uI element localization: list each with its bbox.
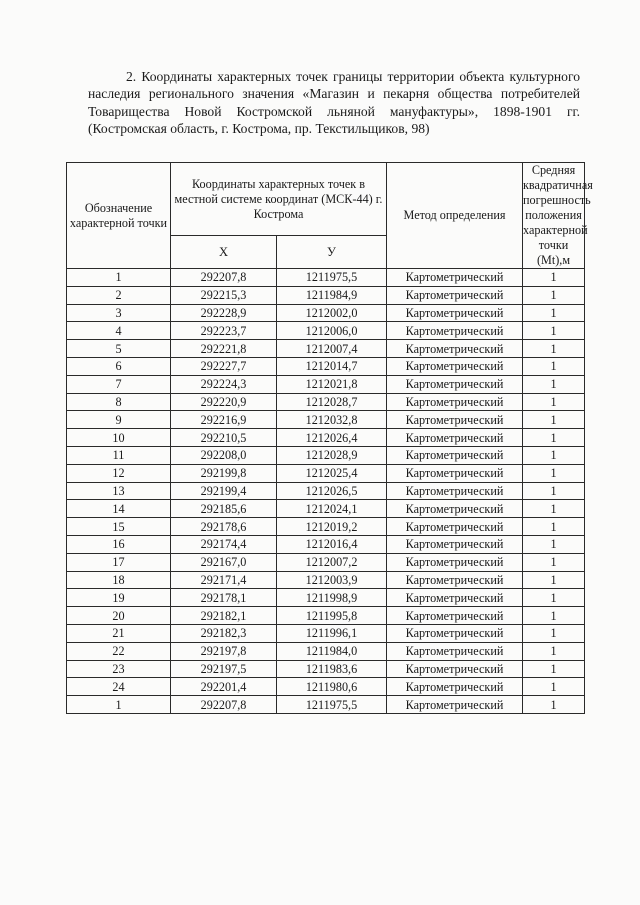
- cell-error: 1: [523, 269, 585, 287]
- cell-error: 1: [523, 589, 585, 607]
- cell-y: 1212014,7: [277, 357, 387, 375]
- cell-error: 1: [523, 571, 585, 589]
- cell-x: 292199,4: [171, 482, 277, 500]
- cell-y: 1212007,2: [277, 553, 387, 571]
- cell-error: 1: [523, 464, 585, 482]
- cell-method: Картометрический: [387, 535, 523, 553]
- table-row: [67, 518, 585, 536]
- cell-x: 292210,5: [171, 429, 277, 447]
- table-row: [67, 429, 585, 447]
- cell-error: 1: [523, 446, 585, 464]
- cell-error: 1: [523, 375, 585, 393]
- cell-point: 23: [67, 660, 171, 678]
- table-row: [67, 500, 585, 518]
- cell-y: 1212016,4: [277, 535, 387, 553]
- table-row: [67, 642, 585, 660]
- cell-point: 2: [67, 286, 171, 304]
- cell-error: 1: [523, 393, 585, 411]
- cell-y: 1212026,4: [277, 429, 387, 447]
- table-row: [67, 446, 585, 464]
- cell-y: 1212028,7: [277, 393, 387, 411]
- table-row: [67, 286, 585, 304]
- cell-x: 292197,5: [171, 660, 277, 678]
- table-row: [67, 464, 585, 482]
- cell-error: 1: [523, 535, 585, 553]
- table-row: [67, 393, 585, 411]
- cell-point: 10: [67, 429, 171, 447]
- cell-x: 292178,6: [171, 518, 277, 536]
- coordinates-table: [66, 162, 593, 714]
- cell-method: Картометрический: [387, 429, 523, 447]
- cell-error: 1: [523, 322, 585, 340]
- cell-x: 292174,4: [171, 535, 277, 553]
- table-row: [67, 589, 585, 607]
- header-error: Средняя квадратичная погрешность положения характерной точки (Mt),м: [523, 163, 593, 267]
- cell-point: 8: [67, 393, 171, 411]
- cell-method: Картометрический: [387, 393, 523, 411]
- cell-point: 4: [67, 322, 171, 340]
- cell-method: Картометрический: [387, 660, 523, 678]
- cell-point: 17: [67, 553, 171, 571]
- cell-point: 22: [67, 642, 171, 660]
- cell-point: 9: [67, 411, 171, 429]
- cell-method: Картометрический: [387, 286, 523, 304]
- table-row: [67, 482, 585, 500]
- cell-point: 18: [67, 571, 171, 589]
- cell-method: Картометрический: [387, 304, 523, 322]
- cell-y: 1212024,1: [277, 500, 387, 518]
- cell-x: 292216,9: [171, 411, 277, 429]
- cell-method: Картометрический: [387, 696, 523, 714]
- cell-point: 5: [67, 340, 171, 358]
- cell-error: 1: [523, 500, 585, 518]
- cell-point: 16: [67, 535, 171, 553]
- cell-y: 1211996,1: [277, 624, 387, 642]
- cell-x: 292215,3: [171, 286, 277, 304]
- header-coordinates: Координаты характерных точек в местной системе координат (МСК-44) г. Кострома: [171, 163, 387, 236]
- cell-method: Картометрический: [387, 375, 523, 393]
- table-row: [67, 607, 585, 625]
- cell-y: 1211983,6: [277, 660, 387, 678]
- cell-x: 292220,9: [171, 393, 277, 411]
- table-row: [67, 322, 585, 340]
- table-row: [67, 375, 585, 393]
- cell-error: 1: [523, 304, 585, 322]
- cell-y: 1211975,5: [277, 696, 387, 714]
- cell-y: 1212007,4: [277, 340, 387, 358]
- cell-x: 292207,8: [171, 269, 277, 287]
- cell-x: 292223,7: [171, 322, 277, 340]
- cell-error: 1: [523, 340, 585, 358]
- cell-error: 1: [523, 678, 585, 696]
- cell-point: 1: [67, 696, 171, 714]
- cell-error: 1: [523, 357, 585, 375]
- cell-y: 1211998,9: [277, 589, 387, 607]
- cell-x: 292182,1: [171, 607, 277, 625]
- table-body: [67, 269, 585, 714]
- cell-y: 1211980,6: [277, 678, 387, 696]
- section-heading: [88, 68, 580, 138]
- cell-error: 1: [523, 482, 585, 500]
- cell-x: 292199,8: [171, 464, 277, 482]
- cell-method: Картометрический: [387, 482, 523, 500]
- cell-method: Картометрический: [387, 340, 523, 358]
- cell-method: Картометрический: [387, 357, 523, 375]
- cell-point: 14: [67, 500, 171, 518]
- table-row: [67, 660, 585, 678]
- cell-point: 15: [67, 518, 171, 536]
- cell-y: 1212032,8: [277, 411, 387, 429]
- cell-error: 1: [523, 607, 585, 625]
- cell-x: 292197,8: [171, 642, 277, 660]
- cell-error: 1: [523, 696, 585, 714]
- cell-point: 19: [67, 589, 171, 607]
- cell-point: 13: [67, 482, 171, 500]
- cell-point: 20: [67, 607, 171, 625]
- section-heading-text: Координаты характерных точек границы территории объекта культурного наследия регионального значения «Магазин и пекарня общества потребителей Товарищества Новой Костромской льняной мануфактуры», 1898-1901 гг. (Костромская область, г. Кострома, пр. Текстильщиков, 98): [88, 68, 580, 137]
- cell-method: Картометрический: [387, 642, 523, 660]
- cell-x: 292227,7: [171, 357, 277, 375]
- table-row: [67, 571, 585, 589]
- header-x: X: [171, 236, 277, 269]
- table-row: [67, 696, 585, 714]
- cell-method: Картометрический: [387, 446, 523, 464]
- cell-x: 292201,4: [171, 678, 277, 696]
- cell-method: Картометрический: [387, 464, 523, 482]
- cell-error: 1: [523, 518, 585, 536]
- cell-error: 1: [523, 429, 585, 447]
- cell-error: 1: [523, 660, 585, 678]
- cell-method: Картометрический: [387, 411, 523, 429]
- cell-method: Картометрический: [387, 269, 523, 287]
- cell-point: 24: [67, 678, 171, 696]
- cell-x: 292208,0: [171, 446, 277, 464]
- cell-x: 292171,4: [171, 571, 277, 589]
- cell-error: 1: [523, 624, 585, 642]
- cell-method: Картометрический: [387, 518, 523, 536]
- section-number: 2.: [126, 68, 137, 84]
- table-row: [67, 304, 585, 322]
- cell-error: 1: [523, 411, 585, 429]
- cell-point: 11: [67, 446, 171, 464]
- cell-method: Картометрический: [387, 678, 523, 696]
- cell-x: 292221,8: [171, 340, 277, 358]
- cell-y: 1211984,9: [277, 286, 387, 304]
- cell-error: 1: [523, 286, 585, 304]
- cell-y: 1212026,5: [277, 482, 387, 500]
- header-point: Обозначение характерной точки: [67, 163, 171, 269]
- cell-x: 292185,6: [171, 500, 277, 518]
- cell-y: 1212025,4: [277, 464, 387, 482]
- cell-point: 21: [67, 624, 171, 642]
- cell-x: 292182,3: [171, 624, 277, 642]
- cell-x: 292167,0: [171, 553, 277, 571]
- cell-point: 12: [67, 464, 171, 482]
- table-row: [67, 678, 585, 696]
- cell-method: Картометрический: [387, 322, 523, 340]
- cell-y: 1211975,5: [277, 269, 387, 287]
- cell-y: 1212003,9: [277, 571, 387, 589]
- cell-y: 1212028,9: [277, 446, 387, 464]
- header-method: Метод определения: [387, 163, 523, 269]
- table-row: [67, 553, 585, 571]
- cell-method: Картометрический: [387, 571, 523, 589]
- cell-x: 292207,8: [171, 696, 277, 714]
- table-row: [67, 624, 585, 642]
- cell-y: 1211984,0: [277, 642, 387, 660]
- table-row: [67, 411, 585, 429]
- cell-method: Картометрический: [387, 553, 523, 571]
- cell-method: Картометрический: [387, 624, 523, 642]
- cell-method: Картометрический: [387, 589, 523, 607]
- cell-error: 1: [523, 553, 585, 571]
- cell-point: 1: [67, 269, 171, 287]
- table-row: [67, 535, 585, 553]
- cell-point: 7: [67, 375, 171, 393]
- cell-y: 1211995,8: [277, 607, 387, 625]
- cell-y: 1212021,8: [277, 375, 387, 393]
- cell-y: 1212019,2: [277, 518, 387, 536]
- cell-error: 1: [523, 642, 585, 660]
- cell-y: 1212006,0: [277, 322, 387, 340]
- cell-y: 1212002,0: [277, 304, 387, 322]
- cell-x: 292224,3: [171, 375, 277, 393]
- cell-x: 292228,9: [171, 304, 277, 322]
- cell-method: Картометрический: [387, 607, 523, 625]
- cell-point: 6: [67, 357, 171, 375]
- table-row: [67, 357, 585, 375]
- table-row: [67, 340, 585, 358]
- header-y: У: [277, 236, 387, 269]
- cell-point: 3: [67, 304, 171, 322]
- table-row: [67, 269, 585, 287]
- cell-x: 292178,1: [171, 589, 277, 607]
- cell-method: Картометрический: [387, 500, 523, 518]
